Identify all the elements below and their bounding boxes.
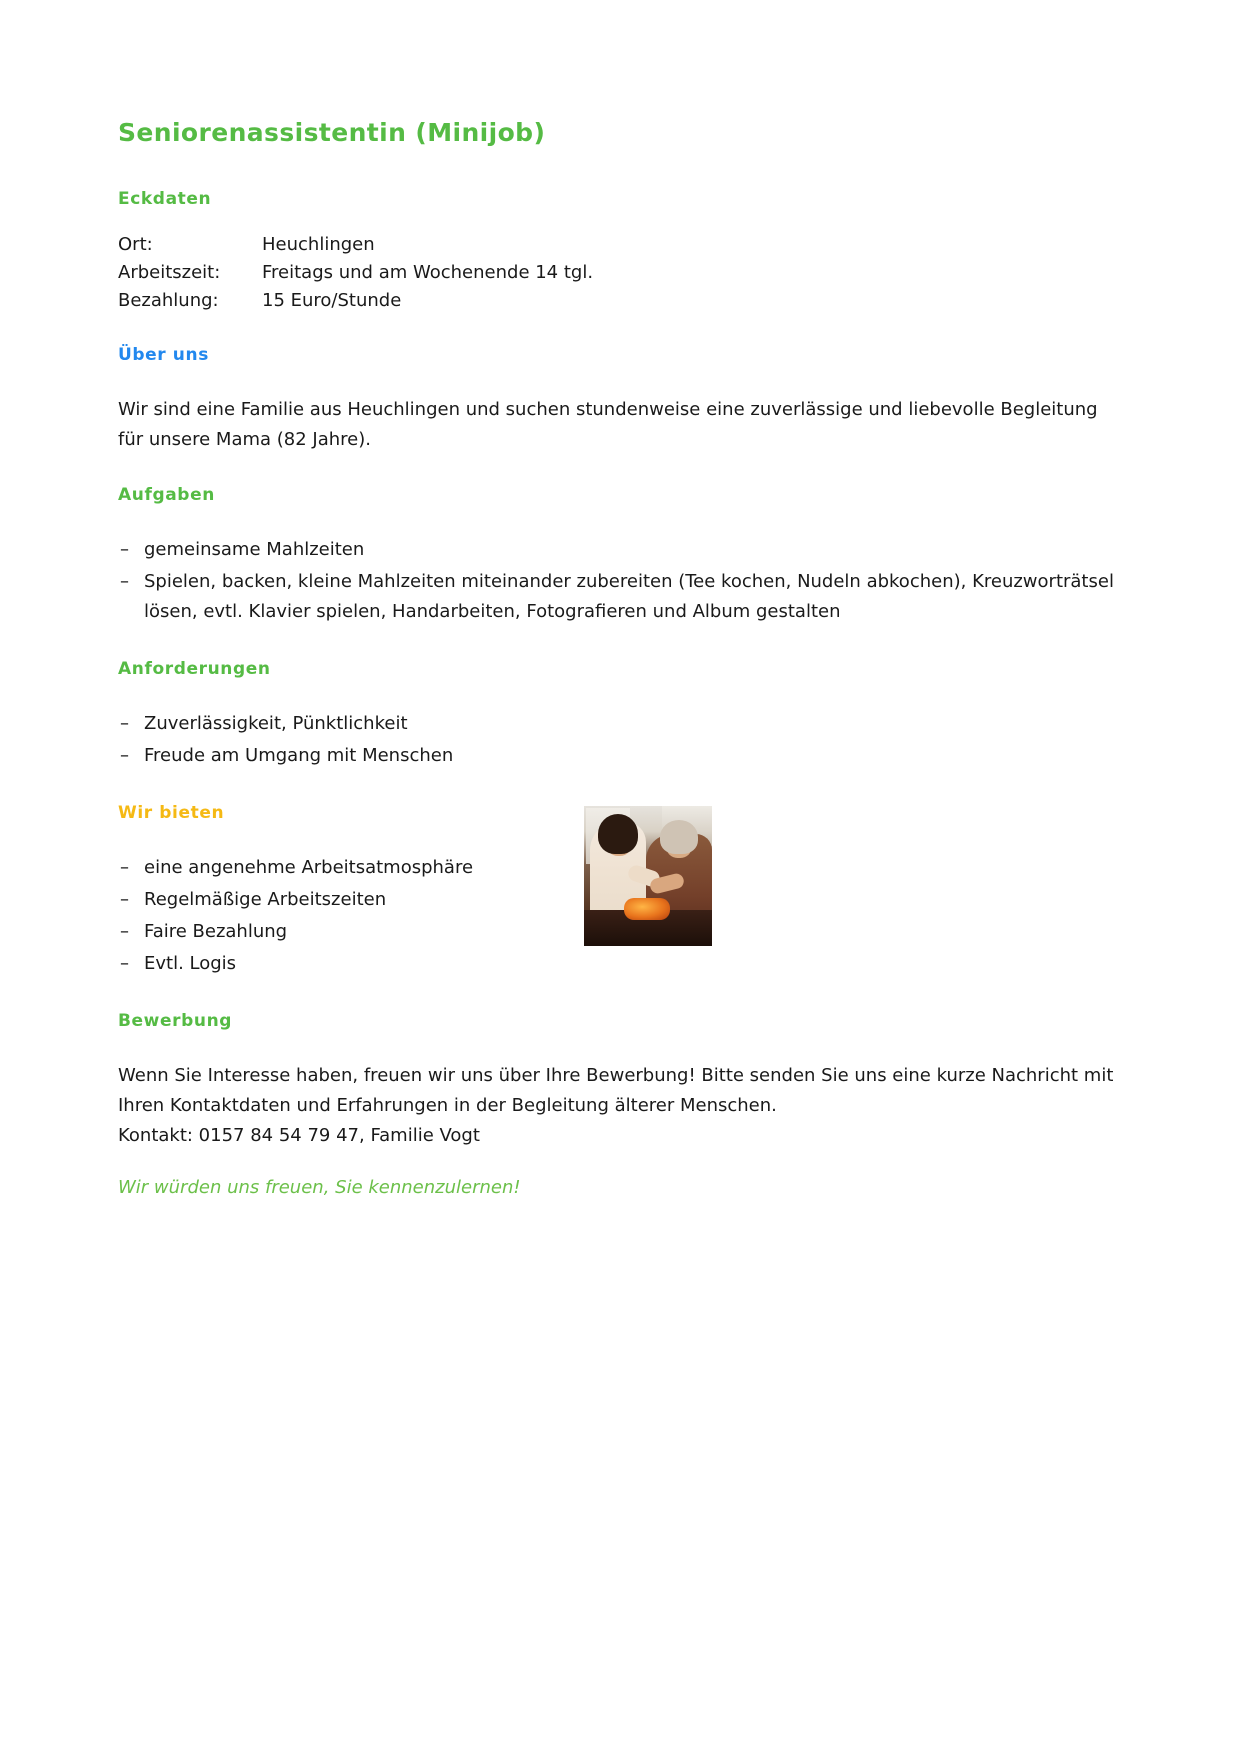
list-item-text: – Regelmäßige Arbeitszeiten: [144, 889, 387, 910]
document-content: [118, 118, 1118, 1203]
list-item: [118, 567, 1118, 627]
section-heading-anforderungen: Anforderungen: [118, 659, 271, 679]
closing-line: Wir würden uns freuen, Sie kennenzulernen!: [118, 1177, 521, 1198]
section-heading-bewerbung: Bewerbung: [118, 1011, 233, 1031]
list-item: [118, 741, 1118, 771]
photo-food: [624, 898, 670, 920]
section-heading-wir-bieten: Wir bieten: [118, 803, 225, 823]
list-item: [118, 709, 1118, 739]
photo-hair-left: [598, 814, 638, 854]
fact-label-arbeitszeit: Arbeitszeit:: [118, 262, 221, 283]
paragraph-bewerbung: Wenn Sie Interesse haben, freuen wir uns über Ihre Bewerbung! Bitte senden Sie uns eine kurze Nachricht mit Ihren Kontaktdaten und Erfahrungen in der Begleitung älterer Menschen.: [118, 1065, 1114, 1116]
fact-value-arbeitszeit: Freitags und am Wochenende 14 tgl.: [262, 262, 594, 283]
list-item-text: – Spielen, backen, kleine Mahlzeiten miteinander zubereiten (Tee kochen, Nudeln abkochen), Kreuzworträtsel lösen, evtl. Klavier spielen, Handarbeiten, Fotografieren und Album gestalten: [144, 571, 1114, 622]
fact-label-bezahlung: Bezahlung:: [118, 290, 219, 311]
list-item-text: – Freude am Umgang mit Menschen: [144, 745, 454, 766]
section-heading-aufgaben: Aufgaben: [118, 485, 215, 505]
eckdaten-facts: [118, 231, 1118, 315]
list-item: [118, 535, 1118, 565]
list-item: [118, 949, 1118, 979]
list-item-text: – Zuverlässigkeit, Pünktlichkeit: [144, 713, 408, 734]
section-heading-eckdaten: Eckdaten: [118, 189, 212, 209]
paragraph-ueber-uns: Wir sind eine Familie aus Heuchlingen und suchen stundenweise eine zuverlässige und liebevolle Begleitung für unsere Mama (82 Jahre).: [118, 399, 1098, 450]
fact-row: [118, 259, 1118, 287]
list-item-text: – Evtl. Logis: [144, 953, 237, 974]
section-heading-ueber-uns: Über uns: [118, 345, 209, 365]
list-anforderungen: [118, 709, 1118, 771]
fact-row: [118, 231, 1118, 259]
fact-label-ort: Ort:: [118, 234, 153, 255]
list-item-text: – gemeinsame Mahlzeiten: [144, 539, 365, 560]
fact-row: [118, 287, 1118, 315]
contact-line: Kontakt: 0157 84 54 79 47, Familie Vogt: [118, 1125, 480, 1146]
list-item-text: – Faire Bezahlung: [144, 921, 288, 942]
fact-value-bezahlung: 15 Euro/Stunde: [262, 290, 402, 311]
fact-value-ort: Heuchlingen: [262, 234, 375, 255]
photo-hair-right: [660, 820, 698, 854]
photo-cooking-together: [584, 806, 712, 946]
list-aufgaben: [118, 535, 1118, 627]
page-title: Seniorenassistentin (Minijob): [118, 118, 546, 147]
list-item-text: – eine angenehme Arbeitsatmosphäre: [144, 857, 474, 878]
